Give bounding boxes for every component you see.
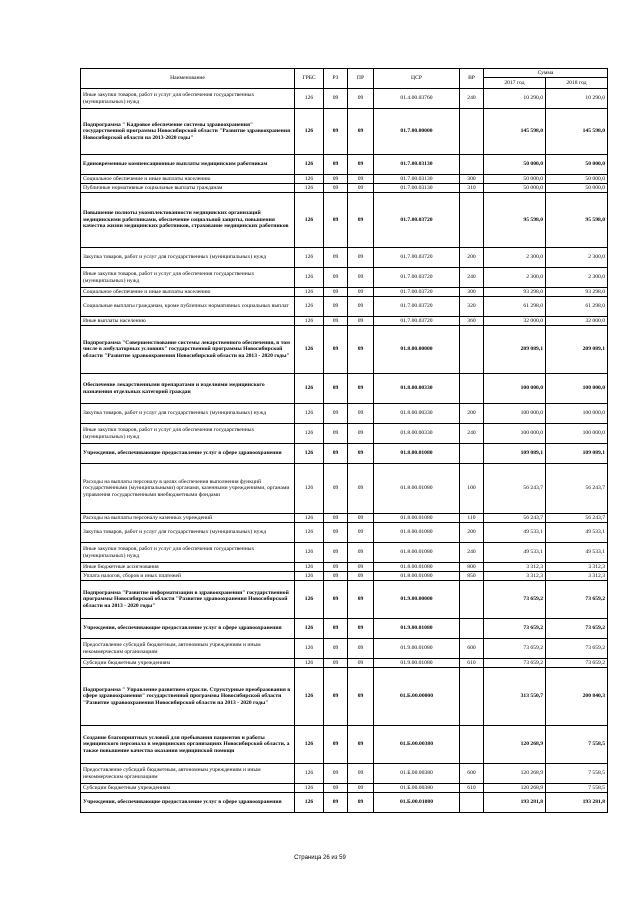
row-sum-2018: 7 558,5 [546, 764, 608, 784]
row-grbs: 126 [295, 764, 324, 784]
row-csr: 01.7.00.03130 [374, 184, 460, 193]
row-rz: 09 [324, 784, 348, 793]
row-grbs: 126 [295, 184, 324, 193]
row-sum-2017: 120 268,9 [484, 726, 546, 764]
row-sum-2018: 3 312,3 [546, 563, 608, 572]
row-csr: 01.7.00.03720 [374, 297, 460, 317]
row-grbs: 126 [295, 444, 324, 464]
row-rz: 09 [324, 514, 348, 523]
row-rz: 09 [324, 572, 348, 581]
row-rz: 09 [324, 424, 348, 444]
row-grbs: 126 [295, 404, 324, 424]
row-sum-2017: 49 533,1 [484, 523, 546, 543]
row-pr: 09 [348, 444, 374, 464]
row-grbs: 126 [295, 248, 324, 268]
row-rz: 09 [324, 326, 348, 374]
row-pr: 09 [348, 89, 374, 109]
row-rz: 09 [324, 444, 348, 464]
row-vr: 320 [460, 297, 484, 317]
row-sum-2017: 73 659,2 [484, 619, 546, 639]
row-vr: 610 [460, 784, 484, 793]
row-csr: 01.Б.00.00380 [374, 784, 460, 793]
row-pr: 09 [348, 793, 374, 813]
row-sum-2018: 209 089,1 [546, 326, 608, 374]
row-csr: 01.9.00.01080 [374, 619, 460, 639]
row-rz: 09 [324, 288, 348, 297]
row-sum-2017: 120 268,9 [484, 764, 546, 784]
row-vr: 300 [460, 288, 484, 297]
row-grbs: 126 [295, 317, 324, 326]
header-vr: ВР [460, 69, 484, 89]
row-vr: 110 [460, 514, 484, 523]
row-name: Публичные нормативные социальные выплаты гражданам [81, 184, 295, 193]
row-sum-2018: 73 659,2 [546, 659, 608, 668]
row-sum-2018: 3 312,3 [546, 572, 608, 581]
row-vr [460, 581, 484, 619]
row-pr: 09 [348, 619, 374, 639]
row-csr: 01.8.00.01080 [374, 563, 460, 572]
table-row [81, 639, 608, 659]
row-csr: 01.8.00.01080 [374, 514, 460, 523]
row-rz: 09 [324, 619, 348, 639]
row-sum-2017: 193 281,8 [484, 793, 546, 813]
row-sum-2017: 120 268,9 [484, 784, 546, 793]
row-rz: 09 [324, 793, 348, 813]
row-vr: 240 [460, 268, 484, 288]
table-row [81, 193, 608, 248]
row-grbs: 126 [295, 424, 324, 444]
row-pr: 09 [348, 523, 374, 543]
row-vr: 360 [460, 317, 484, 326]
row-csr: 01.8.00.00000 [374, 326, 460, 374]
row-sum-2018: 100 000,0 [546, 424, 608, 444]
row-sum-2018: 50 000,0 [546, 184, 608, 193]
row-rz: 09 [324, 543, 348, 563]
row-vr: 100 [460, 464, 484, 514]
row-grbs: 126 [295, 89, 324, 109]
row-name: Повышение полноты укомплектованности медицинских организаций медицинскими работниками, обеспечение социальной защиты, повышения качества жизни медицинских работников, страхование медицинских работников [81, 193, 295, 248]
row-name: Расходы на выплаты персоналу в целях обеспечения выполнения функций государственными (муниципальными) органами, казенными учреждениями, органами управления государственными внебюджетными фондами [81, 464, 295, 514]
row-csr: 01.7.00.03720 [374, 268, 460, 288]
row-grbs: 126 [295, 793, 324, 813]
row-csr: 01.9.00.00000 [374, 581, 460, 619]
row-csr: 01.7.00.03130 [374, 155, 460, 175]
row-name: Единовременные компенсационные выплаты медицинским работникам [81, 155, 295, 175]
row-name: Подпрограмма " Управление развитием отрасли. Структурные преобразования в сфере здравоохранения" государственной программы Новосибирской области "Развитие здравоохранения Новосибирской области на 2013 - 2020 годы" [81, 668, 295, 726]
row-sum-2018: 50 000,0 [546, 155, 608, 175]
row-sum-2018: 56 243,7 [546, 464, 608, 514]
row-grbs: 126 [295, 668, 324, 726]
page-number: Страница 26 из 59 [294, 855, 346, 861]
row-pr: 09 [348, 184, 374, 193]
table-row [81, 523, 608, 543]
row-name: Социальное обеспечение и иные выплаты населению [81, 288, 295, 297]
row-name: Обеспечение лекарственными препаратами и изделиями медицинского назначения отдельных категорий граждан [81, 374, 295, 404]
row-sum-2018: 73 659,2 [546, 639, 608, 659]
row-sum-2018: 73 659,2 [546, 581, 608, 619]
table-row [81, 317, 608, 326]
header-sum: Сумма [484, 69, 608, 78]
row-name: Подпрограмма " Кадровое обеспечение системы здравоохранения" государственной программы Новосибирской области "Развитие здравоохранения Новосибирской области на 2013-2020 годы" [81, 109, 295, 155]
row-grbs: 126 [295, 464, 324, 514]
table-row [81, 668, 608, 726]
table-row [81, 572, 608, 581]
row-sum-2018: 2 300,0 [546, 268, 608, 288]
row-sum-2017: 61 298,0 [484, 297, 546, 317]
row-grbs: 126 [295, 581, 324, 619]
row-pr: 09 [348, 659, 374, 668]
row-name: Социальные выплаты гражданам, кроме публичных нормативных социальных выплат [81, 297, 295, 317]
row-rz: 09 [324, 89, 348, 109]
row-rz: 09 [324, 639, 348, 659]
row-grbs: 126 [295, 193, 324, 248]
row-rz: 09 [324, 109, 348, 155]
row-sum-2017: 2 300,0 [484, 248, 546, 268]
row-vr: 850 [460, 572, 484, 581]
row-csr: 01.Б.00.00000 [374, 668, 460, 726]
row-pr: 09 [348, 297, 374, 317]
row-csr: 01.8.00.00330 [374, 404, 460, 424]
row-sum-2017: 100 000,0 [484, 404, 546, 424]
row-rz: 09 [324, 668, 348, 726]
row-vr [460, 726, 484, 764]
row-name: Расходы на выплаты персоналу казенных учреждений [81, 514, 295, 523]
row-vr [460, 155, 484, 175]
row-vr: 310 [460, 184, 484, 193]
row-name: Иные закупки товаров, работ и услуг для обеспечения государственных (муниципальных) нужд [81, 424, 295, 444]
row-pr: 09 [348, 639, 374, 659]
header-year-2018: 2018 год [546, 78, 608, 89]
row-pr: 09 [348, 248, 374, 268]
row-rz: 09 [324, 404, 348, 424]
row-sum-2017: 73 659,2 [484, 639, 546, 659]
row-vr: 240 [460, 89, 484, 109]
row-vr: 300 [460, 175, 484, 184]
table-row [81, 109, 608, 155]
row-grbs: 126 [295, 268, 324, 288]
row-csr: 01.8.00.01080 [374, 572, 460, 581]
row-sum-2017: 50 000,0 [484, 175, 546, 184]
row-sum-2017: 145 598,0 [484, 109, 546, 155]
row-grbs: 126 [295, 563, 324, 572]
row-pr: 09 [348, 155, 374, 175]
table-row [81, 89, 608, 109]
row-sum-2017: 109 089,1 [484, 444, 546, 464]
row-sum-2018: 145 598,0 [546, 109, 608, 155]
row-sum-2018: 109 089,1 [546, 444, 608, 464]
row-sum-2018: 49 533,1 [546, 543, 608, 563]
row-vr [460, 668, 484, 726]
row-pr: 09 [348, 668, 374, 726]
row-sum-2017: 50 000,0 [484, 184, 546, 193]
row-sum-2017: 3 312,3 [484, 563, 546, 572]
row-sum-2017: 56 243,7 [484, 514, 546, 523]
row-pr: 09 [348, 288, 374, 297]
row-sum-2017: 56 243,7 [484, 464, 546, 514]
row-csr: 01.7.00.03720 [374, 248, 460, 268]
table-row [81, 726, 608, 764]
row-rz: 09 [324, 193, 348, 248]
row-name: Создание благоприятных условий для пребывания пациентов и работы медицинского персонала в медицинских организациях Новосибирской области, а также повышение качества оказания медицинской помощи [81, 726, 295, 764]
table-row [81, 514, 608, 523]
row-grbs: 126 [295, 543, 324, 563]
row-sum-2018: 10 290,0 [546, 89, 608, 109]
row-rz: 09 [324, 563, 348, 572]
row-rz: 09 [324, 726, 348, 764]
row-sum-2017: 73 659,2 [484, 581, 546, 619]
row-csr: 01.4.00.03760 [374, 89, 460, 109]
budget-table [80, 68, 608, 813]
row-sum-2017: 3 312,3 [484, 572, 546, 581]
table-row [81, 424, 608, 444]
row-sum-2017: 32 000,0 [484, 317, 546, 326]
row-sum-2018: 200 840,3 [546, 668, 608, 726]
table-row [81, 619, 608, 639]
row-sum-2018: 49 533,1 [546, 523, 608, 543]
row-csr: 01.Б.00.00380 [374, 764, 460, 784]
row-pr: 09 [348, 404, 374, 424]
row-sum-2018: 93 298,0 [546, 288, 608, 297]
row-sum-2017: 100 000,0 [484, 374, 546, 404]
row-sum-2018: 2 300,0 [546, 248, 608, 268]
row-rz: 09 [324, 184, 348, 193]
row-grbs: 126 [295, 288, 324, 297]
row-pr: 09 [348, 109, 374, 155]
row-grbs: 126 [295, 297, 324, 317]
row-name: Иные закупки товаров, работ и услуг для обеспечения государственных (муниципальных) нужд [81, 89, 295, 109]
table-row [81, 155, 608, 175]
row-sum-2017: 95 598,0 [484, 193, 546, 248]
row-pr: 09 [348, 424, 374, 444]
row-csr: 01.7.00.03720 [374, 288, 460, 297]
row-rz: 09 [324, 297, 348, 317]
row-name: Подпрограмма "Совершенствование системы лекарственного обеспечения, в том числе в амбулаторных условиях" государственной программы Новосибирской области "Развитие здравоохранения Новосибирской области на 2013 - 2020 годы" [81, 326, 295, 374]
row-csr: 01.7.00.03130 [374, 175, 460, 184]
row-name: Учреждения, обеспечивающие предоставление услуг в сфере здравоохранения [81, 619, 295, 639]
row-sum-2017: 100 000,0 [484, 424, 546, 444]
row-csr: 01.8.00.00330 [374, 424, 460, 444]
row-sum-2018: 56 243,7 [546, 514, 608, 523]
row-csr: 01.9.00.01080 [374, 659, 460, 668]
row-vr [460, 619, 484, 639]
row-sum-2017: 209 089,1 [484, 326, 546, 374]
row-name: Предоставление субсидий бюджетным, автономным учреждениям и иным некоммерческим организациям [81, 764, 295, 784]
row-vr: 610 [460, 659, 484, 668]
row-csr: 01.8.00.01080 [374, 523, 460, 543]
row-grbs: 126 [295, 726, 324, 764]
row-sum-2018: 7 558,5 [546, 784, 608, 793]
table-row [81, 248, 608, 268]
row-vr [460, 793, 484, 813]
row-csr: 01.8.00.01080 [374, 543, 460, 563]
row-grbs: 126 [295, 155, 324, 175]
row-pr: 09 [348, 193, 374, 248]
row-name: Иные бюджетные ассигнования [81, 563, 295, 572]
row-sum-2018: 100 000,0 [546, 374, 608, 404]
row-csr: 01.7.00.03720 [374, 193, 460, 248]
row-grbs: 126 [295, 784, 324, 793]
row-rz: 09 [324, 175, 348, 184]
row-vr: 600 [460, 639, 484, 659]
row-name: Учреждения, обеспечивающие предоставление услуг в сфере здравоохранения [81, 444, 295, 464]
table-row [81, 268, 608, 288]
row-name: Закупка товаров, работ и услуг для государственных (муниципальных) нужд [81, 404, 295, 424]
table-row [81, 764, 608, 784]
table-row [81, 175, 608, 184]
row-csr: 01.8.00.01080 [374, 444, 460, 464]
row-sum-2018: 73 659,2 [546, 619, 608, 639]
row-pr: 09 [348, 764, 374, 784]
row-pr: 09 [348, 726, 374, 764]
row-rz: 09 [324, 155, 348, 175]
row-name: Закупка товаров, работ и услуг для государственных (муниципальных) нужд [81, 248, 295, 268]
table-row [81, 297, 608, 317]
row-name: Уплата налогов, сборов и иных платежей [81, 572, 295, 581]
row-rz: 09 [324, 268, 348, 288]
header-pr: ПР [348, 69, 374, 89]
table-row [81, 404, 608, 424]
row-pr: 09 [348, 464, 374, 514]
row-grbs: 126 [295, 109, 324, 155]
header-rz: РЗ [324, 69, 348, 89]
row-sum-2017: 2 300,0 [484, 268, 546, 288]
row-pr: 09 [348, 326, 374, 374]
row-name: Субсидии бюджетным учреждениям [81, 784, 295, 793]
table-header [81, 69, 608, 89]
row-sum-2018: 193 281,8 [546, 793, 608, 813]
row-csr: 01.9.00.01080 [374, 639, 460, 659]
row-vr: 600 [460, 764, 484, 784]
row-rz: 09 [324, 523, 348, 543]
row-sum-2017: 10 290,0 [484, 89, 546, 109]
row-rz: 09 [324, 659, 348, 668]
header-grbs: ГРБС [295, 69, 324, 89]
row-rz: 09 [324, 248, 348, 268]
table-row [81, 444, 608, 464]
row-grbs: 126 [295, 514, 324, 523]
row-csr: 01.Б.00.01080 [374, 793, 460, 813]
table-row [81, 288, 608, 297]
row-sum-2017: 93 298,0 [484, 288, 546, 297]
table-row [81, 563, 608, 572]
row-name: Предоставление субсидий бюджетным, автономным учреждениям и иным некоммерческим организациям [81, 639, 295, 659]
table-body [81, 89, 608, 813]
row-pr: 09 [348, 543, 374, 563]
row-name: Учреждения, обеспечивающие предоставление услуг в сфере здравоохранения [81, 793, 295, 813]
row-pr: 09 [348, 514, 374, 523]
row-sum-2018: 50 000,0 [546, 175, 608, 184]
row-rz: 09 [324, 374, 348, 404]
row-name: Иные выплаты населению [81, 317, 295, 326]
row-pr: 09 [348, 581, 374, 619]
row-vr [460, 109, 484, 155]
row-grbs: 126 [295, 326, 324, 374]
row-pr: 09 [348, 563, 374, 572]
row-name: Закупка товаров, работ и услуг для государственных (муниципальных) нужд [81, 523, 295, 543]
row-pr: 09 [348, 317, 374, 326]
row-sum-2017: 49 533,1 [484, 543, 546, 563]
row-pr: 09 [348, 374, 374, 404]
table-row [81, 659, 608, 668]
row-vr [460, 326, 484, 374]
row-name: Иные закупки товаров, работ и услуг для обеспечения государственных (муниципальных) нужд [81, 268, 295, 288]
row-sum-2017: 73 659,2 [484, 659, 546, 668]
table-row [81, 184, 608, 193]
row-sum-2018: 7 558,5 [546, 726, 608, 764]
row-grbs: 126 [295, 659, 324, 668]
row-pr: 09 [348, 784, 374, 793]
table-row [81, 784, 608, 793]
row-rz: 09 [324, 581, 348, 619]
row-pr: 09 [348, 175, 374, 184]
row-sum-2017: 313 550,7 [484, 668, 546, 726]
row-vr: 800 [460, 563, 484, 572]
row-pr: 09 [348, 572, 374, 581]
row-pr: 09 [348, 268, 374, 288]
row-csr: 01.8.00.01080 [374, 464, 460, 514]
table-row [81, 543, 608, 563]
row-grbs: 126 [295, 523, 324, 543]
row-grbs: 126 [295, 619, 324, 639]
header-csr: ЦСР [374, 69, 460, 89]
header-year-2017: 2017 год [484, 78, 546, 89]
row-rz: 09 [324, 764, 348, 784]
row-csr: 01.Б.00.00380 [374, 726, 460, 764]
table-row [81, 793, 608, 813]
row-vr: 200 [460, 404, 484, 424]
table-row [81, 374, 608, 404]
row-vr: 240 [460, 543, 484, 563]
row-name: Иные закупки товаров, работ и услуг для обеспечения государственных (муниципальных) нужд [81, 543, 295, 563]
row-sum-2018: 61 298,0 [546, 297, 608, 317]
table-row [81, 326, 608, 374]
row-name: Социальное обеспечение и иные выплаты населению [81, 175, 295, 184]
row-rz: 09 [324, 317, 348, 326]
row-sum-2018: 95 598,0 [546, 193, 608, 248]
row-vr: 200 [460, 248, 484, 268]
row-sum-2017: 50 000,0 [484, 155, 546, 175]
row-sum-2018: 100 000,0 [546, 404, 608, 424]
row-sum-2018: 32 000,0 [546, 317, 608, 326]
row-vr [460, 193, 484, 248]
row-grbs: 126 [295, 374, 324, 404]
table-row [81, 581, 608, 619]
row-rz: 09 [324, 464, 348, 514]
row-vr [460, 374, 484, 404]
row-grbs: 126 [295, 175, 324, 184]
row-grbs: 126 [295, 572, 324, 581]
row-vr [460, 444, 484, 464]
row-name: Подпрограмма "Развитие информатизации в здравоохранении" государственной программы Новосибирской области "Развитие здравоохранения Новосибирской области на 2013 - 2020 годы" [81, 581, 295, 619]
row-csr: 01.7.00.00000 [374, 109, 460, 155]
row-name: Субсидии бюджетным учреждениям [81, 659, 295, 668]
header-name: Наименование [81, 69, 295, 89]
row-vr: 240 [460, 424, 484, 444]
table-row [81, 464, 608, 514]
row-vr: 200 [460, 523, 484, 543]
row-grbs: 126 [295, 639, 324, 659]
row-csr: 01.7.00.03720 [374, 317, 460, 326]
row-csr: 01.8.00.00330 [374, 374, 460, 404]
